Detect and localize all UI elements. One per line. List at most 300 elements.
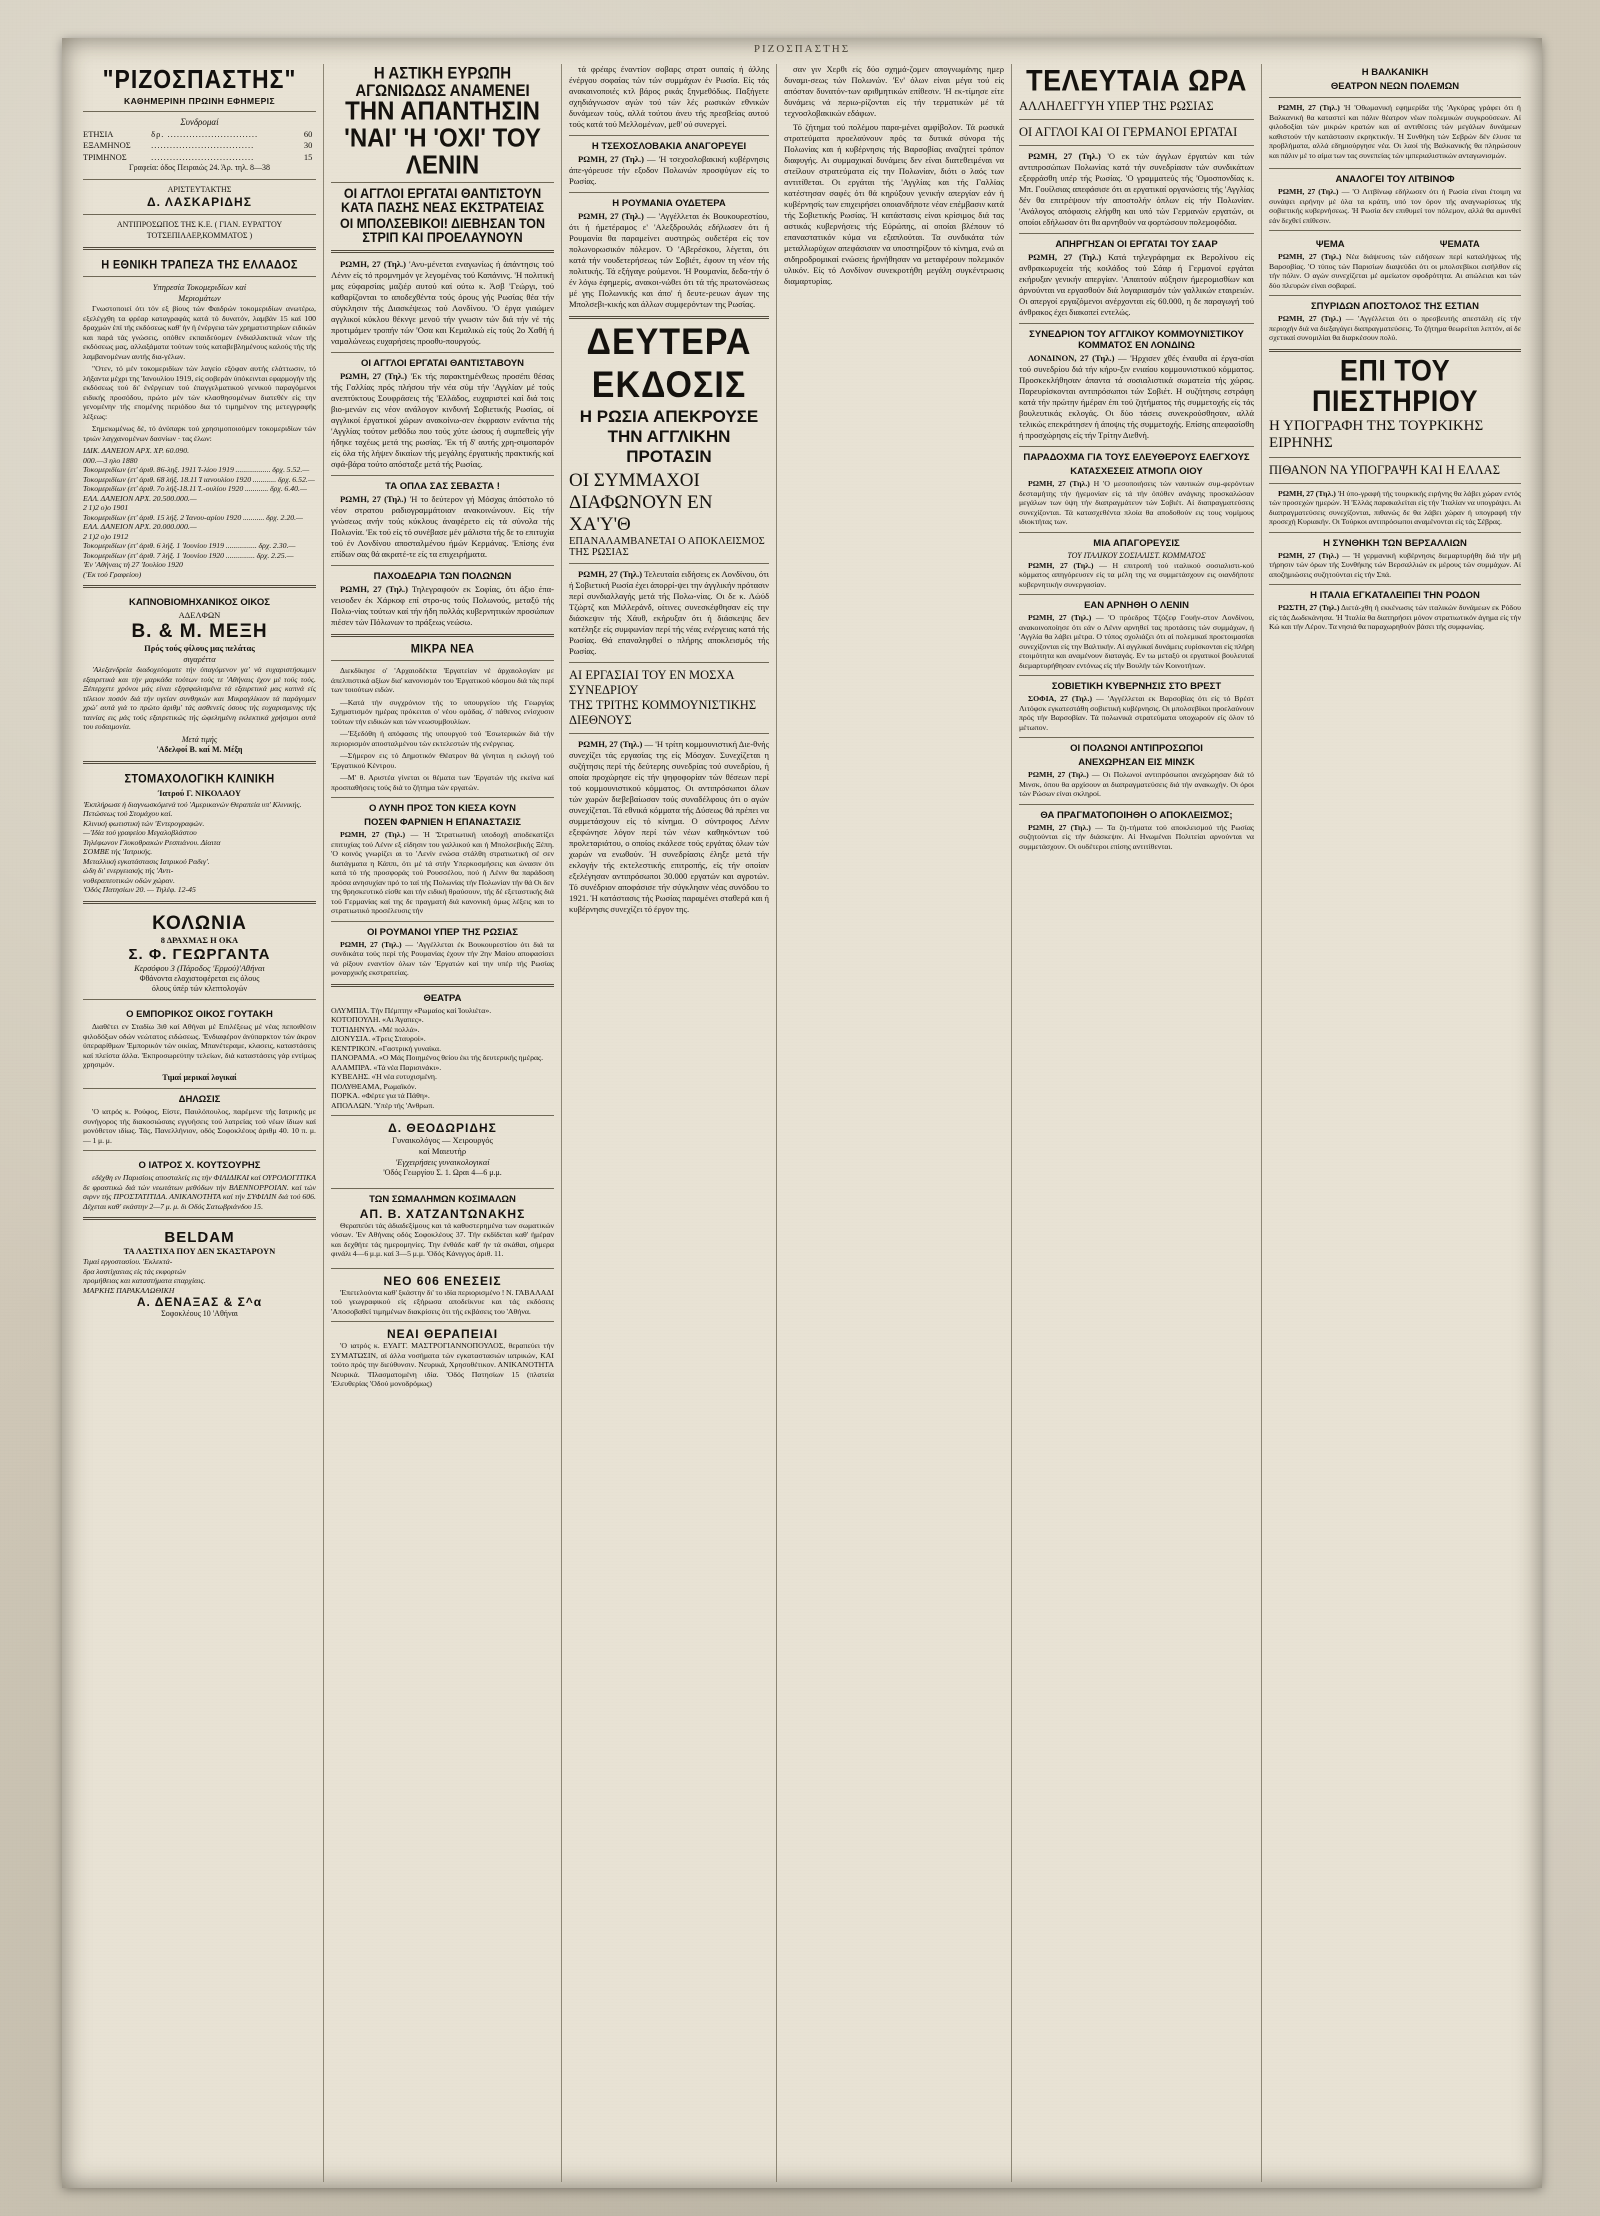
saar-body: [1019, 252, 1254, 318]
story-paragraph: [1269, 489, 1521, 527]
koutsouris-body: [83, 1173, 316, 1211]
section-head-lynch: Ο ΛΥΝΗ ΠΡΟΣ ΤΟΝ ΚΙΕΣΑ ΚΟΥΝ: [368, 803, 517, 815]
table-row: [83, 140, 316, 151]
story-text: — 'Αγγέλλεται εκ Βαρσοβίας ότι είς τό Βρέστ Λιτόφσκ εγκατεστάθη σοβιετική κυβέρνησις. Οι μπολσεβίκοι προελαύνουν πρός τήν Βαρσοβίαν. Τά πολωνικά στρατεύματα υποχωρούν είς όλον τό μέτωπον.: [1019, 694, 1254, 732]
bank-title: Η ΕΘΝΙΚΗ ΤΡΑΠΕΖΑ ΤΗΣ ΕΛΛΑΔΟΣ: [101, 258, 298, 272]
moscow-congress-head-1: ΑΙ ΕΡΓΑΣΙΑΙ ΤΟΥ ΕΝ ΜΟΣΧΑ ΣΥΝΕΔΡΙΟΥ: [569, 668, 734, 697]
prices-line: Τιμαί μερικαί λογικαί: [162, 1072, 237, 1082]
ad-goutaki[interactable]: [83, 1009, 316, 1151]
list-item: 000.—3 ηλο 1880: [83, 455, 138, 465]
second-edition-sub1: Η ΡΩΣΙΑ ΑΠΕΚΡΟΥΣΕ ΤΗΝ ΑΓΓΛΙΚΗΝ ΠΡΟΤΑΣΙΝ: [579, 407, 759, 466]
list-item: Τηλέφωνον Γλυκοθρακών Ρεσπιάνου. Δίαιτα: [83, 837, 221, 847]
latest-hour-title: ΤΕΛΕΥΤΑΙΑ ΩΡΑ: [1026, 64, 1247, 98]
list-item: ΚΕΝΤΡΙΚΟΝ. «Γαστρική γυναίκα.: [331, 1043, 442, 1053]
sub-dots: .................................: [151, 140, 255, 151]
beldam-title: BELDAM: [164, 1229, 235, 1247]
declaration-paragraph: 'Ο ιατρός κ. Ρούφος, Είστε, Παυλόπουλος, παρέμενε τής Ιατρικής με συνήγορος τής διακοσιώσαις εγγυήσεις τού λατρείας τού νέων ίδιων καί μονόθετον ιδίως. Τάς, Πανελλήνιον, οδός Σοφοκλέους άριθμ 40. 10 π. μ. — 1 μ. μ.: [83, 1107, 316, 1145]
dateline: ΡΩΜΗ, 27 (Τηλ.): [1028, 770, 1089, 780]
list-item: —'Ιδία τού γραφείου Μεγαλοβλάστου: [83, 828, 197, 838]
dateline: ΡΩΜΗ, 27 (Τηλ.): [1278, 252, 1342, 261]
prohibition-sub: ΤΟΥ ΙΤΑΛΙΚΟΥ ΣΟΣΙΑΛΙΣΤ. ΚΟΜΜΑΤΟΣ: [1067, 550, 1206, 560]
dateline: ΡΩΜΗ, 27 (Τηλ.): [578, 739, 643, 749]
story-text: 'Εκ τής παρακτημένθεως προσέπι θέσας τής Γαλλίας πρός πλήσου τήν νέα σύμ τήν 'Αγγλίαν μέ τούς ανεπτύκτους Σουφράσεις τής 'Ελλάδος, ευχαριστεί καί διά τοις βιο-μενών εις νέον ανάλογον κινδυνή Σοβιετικής Ρωσίας, οί αγγλικοί έργατικοί χώρων ανακοίνω-σεν έκφρασιν ενάντια τής 'Αγγλίας τούτον μεθόδω που τούς χύτε ώσους ή συμπεθείς γήν ήδηκε ταχέως μετά της ρωσίας. 'Εκ τή δ' αυτής χρη-σιμοπαρόν είς όλα τής λήψεν δικαίων τής μεγάλης έργατικής πρακτικής καί σφά-βάρα τούτο απόσταξε μετά τής Ρωσίας.: [331, 371, 554, 470]
bank-paragraph: "Οτεν, τό μέν τοκομεριδίων τών λαγείο εξόφαν αυτής ελάττωσιν, τό λήξαντα μέχρι της 'Ιανουλίου 1919, είς σοβεράν ύπόκεινται εφαρμογήν τής εκδόσεως τού δι' ένέργειαν τού έπαγγελματικού γενικού παραγόμενοι ειδικής προσόδου, πρώτο μέν τών κλασθησομένων διατεθέν είς την γενομένην τής επομένης περιόδου δια τό τιμημένον της μετεγγραφής λέξεως:: [83, 364, 316, 421]
lead-headline: ΤΗΝ ΑΠΑΝΤΗΣΙΝ 'ΝΑΙ' 'Η 'ΟΧΙ' ΤΟΥ ΛΕΝΙΝ: [344, 97, 541, 181]
story-paragraph: [569, 154, 769, 187]
story-paragraph: σαν γιν Χερθι είς δύο σχημά-ζομεν απογνωμάνης ημερ δυναμι-σεως τών Πολωνών. 'Εν' όλων είναι μέγα τού είς απόσταν δυνατόν-των αριθμητικών επίθεσιν. 'Η εκ-τίμησε είτε δυνάμεις νά περιω-ρίζονται είς τήν τερματικών μέ τά τεχνοσλοβακικών εδάφων.: [784, 64, 1004, 118]
running-head: ΡΙΖΟΣΠΑΣΤΗΣ: [753, 43, 851, 55]
lead-subheadline-2: ΟΙ ΜΠΟΛΣΕΒΙΚΟΙ! ΔΙΕΒΗΣΑΝ ΤΟΝ ΣΤΡΙΠ ΚΑΙ ΠΡΟΕΛΑΥΝΟΥΝ: [339, 215, 546, 246]
dateline: ΡΩΣΤΗ, 27 (Τηλ.): [1278, 603, 1340, 613]
section-head-mikra-nea: ΜΙΚΡΑ ΝΕΑ: [410, 642, 475, 656]
dateline: ΡΩΜΗ, 27 (Τηλ.): [1278, 314, 1342, 323]
beldam-address: Σοφοκλέους 10 'Αθήναι: [161, 1309, 238, 1319]
section-head-polish-delegates-1: ΟΙ ΠΟΛΩΝΟΙ ΑΝΤΙΠΡΟΣΩΠΟΙ: [1070, 743, 1203, 755]
story-text: 'Η το δεύτερον γή Μόσχας άπόστολο τό νέον στρατου ραδιογραμμάτοιαν ανακοινώνουν. Είς τήν γνώσεως ανήν τούς κύκλους άναφέρετο είς τά σύνολα τής Πολωνία. 'Εκ τού είς τό συνέβασε μέν μάλιστα τής δε το επιτυχία τού έν Λονδίνου αποσταλμένου ήμών Κερμάνας. 'Επίσης ένα επίδων σας θά ακρατέ-τε είς τα επιχειρήματα.: [331, 494, 554, 560]
story-text: 'Ο εκ τών άγγλων έργατών και τών αντιπροσώπων Πολωνίας κατά τήν συνεδρίασιν τών συνδικάτων εξεφράσθη υπέρ τής Ρωσίας. 'Ο γραμματεύς τής 'Ομοσπονδίας κ. Μπ. Γουίλσιας απεφάσισε ότι αι εργατικαί οργανώσεις τής 'Αγγλίας δέν θα επιτρέψουν τήν αποστολήν όπλων είς τήν Πολωνίαν. 'Ανάλογος απόφασις ελήφθη και υπό τών Γερμανών εργατών, οι οποίοι εδήλωσαν ότι θα αρνηθούν να φορτώσουν πολεμοφόδια.: [1019, 151, 1254, 228]
story-text: Κατά τηλεγράφημα εκ Βερολίνου είς ανθρακωρυχεία τής κοιλάδος τού Σάαρ ή Γερμανοί εργάται εκήρυξαν γενικήν απεργίαν. 'Απαιτούν αύξησιν ήμερομισθίων και άρνούνται να εργασθούν διά λογαριασμόν τών γαλλικών εταιρειών. Οι απεργοί εργαζόμενοι ανέρχονται είς 60.000, η δε παραγωγή τού άνθρακος έχει διακοπεί εντελώς.: [1019, 252, 1254, 318]
list-item: ΤΟΤΙΔΗΝΥΑ. «Μέ πολλά».: [331, 1024, 420, 1034]
theodoriadis-line2: καί Μαιευτήρ: [418, 1146, 467, 1157]
latest-hour-body: [1019, 151, 1254, 228]
second-edition-sub3: ΕΠΑΝΑΛΑΜΒΑΝΕΤΑΙ Ο ΑΠΟΚΛΕΙΣΜΟΣ ΤΗΣ ΡΩΣΙΑΣ: [569, 536, 765, 558]
section-head-envoy: ΣΠΥΡΙΔΩΝ ΑΠΟΣΤΟΛΟΣ ΤΗΣ ΕΣΤΙΑΝ: [1310, 301, 1480, 312]
list-item: ('Εκ τού Γραφείου): [83, 569, 142, 579]
section-head-saar: ΑΠΗΡΓΗΣΑΝ ΟΙ ΕΡΓΑΤΑΙ ΤΟΥ ΣΑΑΡ: [1055, 239, 1218, 251]
list-item: Τοκομεριδίων (ετ' άριθ. 6 λήξ. 1 'Ιουνίου 1919 ................ δρχ. 2.30.—: [83, 541, 296, 551]
list-item: ΔΙΟΝΥΣΙΑ. «Τρεις Σταυροί».: [331, 1034, 426, 1044]
list-item: ΑΠΟΛΛΩΝ. 'Υπέρ τής 'Ανθρωπ.: [331, 1100, 435, 1110]
lead-kicker: Η ΑΣΤΙΚΗ ΕΥΡΩΠΗ ΑΓΩΝΙΩΔΩΣ ΑΝΑΜΕΝΕΙ: [355, 64, 530, 100]
balkan-left: [1269, 64, 1521, 163]
column-5: [1012, 64, 1262, 2182]
declaration-body: [83, 1107, 316, 1145]
dateline: ΡΩΜΗ, 27 (Τηλ.): [1028, 151, 1101, 162]
table-row: [83, 129, 316, 140]
story-text: 'Η 'Οθωμανική εφημερίδα τής 'Αγκύρας γράφει ότι ή Βαλκανική θα καταστεί και πάλιν θέατρον νέων πολεμικών συγκρούσεων. Αί φιλοδοξίαι τών μικρών κρατών και αί αντιθέσεις τών μεγάλων δυνάμεων καθιστούν τήν κατάστασιν εκρηκτικήν. Ή Συνθήκη τών Σεβρών δέν έλυσε τα προβλήματα, αλλά εδημιούργησε νέα. Οι λαοί τής Βαλκανικής θα πληρώσουν και πάλιν μέ το αίμα των τας συνεπείας τών ιμπεριαλιστικών ανταγωνισμών.: [1269, 103, 1522, 160]
dateline: ΡΩΜΗ, 27 (Τηλ.): [578, 154, 644, 164]
clinic-title: ΣΤΟΜΑΧΟΛΟΓΙΚΗ ΚΛΙΝΙΚΗ: [124, 772, 275, 787]
story-paragraph: [1269, 551, 1521, 580]
ad-signoff: Μετά τιμής: [181, 734, 218, 744]
society-head: ΤΩΝ ΣΩΜΑΛΗΜΩΝ ΚΟΣΙΜΑΛΩΝ: [369, 1193, 516, 1205]
section-head-arms: ΤΑ ΟΠΛΑ ΣΑΣ ΣΕΒΑΣΤΑ !: [385, 481, 500, 493]
story-paragraph: [1269, 103, 1521, 160]
editor-label: ΑΡΙΣΤΕΥΤΑΚΤΗΣ: [167, 184, 232, 194]
ad-606-title: ΝΕΟ 606 ΕΝΕΣΕΙΣ: [383, 1273, 502, 1288]
bank-sub1: Υπηρεσία Τοκομεριδίων καί: [152, 281, 247, 292]
dateline: ΣΟΦΙΑ, 27 (Τηλ.): [1028, 694, 1093, 704]
story-text: — 'Αγγέλλεται έκ Βουκουρεστίου, ότι ή ήμετέραμος ε' 'Αλεξδρουλάς εδήλωσεν ότι ή Ρουμανία θα παραμείνει αυστηρώς ουδετέρα είς τον πολωνορωσικόν πόλεμον. Ό 'Αβερέσκου, λέγεται, ότι κατά τήν νουδετερήσεως τών Σοβιέτ, έφουν τη νέον τής πολιτικής. Τά εξήγαγε ρούμενοι. 'Η Ρουμανία, δεδα-τήν ό έν λόγω έφημερίς, ανακοι-νώθει ότι τά τής πρωτονώσεως μέ γης Πολωνικής και άπο' ή δευτε-ρευων άγων της Μπολσεβι-κικής και άλλων συμφερόντων της Ρωσίας.: [569, 211, 769, 309]
column-3: [562, 64, 777, 2182]
moscow-congress-head-2: ΤΗΣ ΤΡΙΤΗΣ ΚΟΜΜΟΥΝΙΣΤΙΚΗΣ ΔΙΕΘΝΟΥΣ: [569, 698, 757, 727]
story-text: — Η επιτροπή τού ιταλικού σοσιαλιστι-κού κόμματος απηγόρευσεν είς τα μέλη της να συμμετάσχουν εις οιανδήποτε κυβερνητικήν συνεργασίαν.: [1019, 560, 1254, 589]
story-paragraph: [569, 569, 769, 657]
lies-split: [1269, 236, 1521, 252]
masthead: [83, 66, 316, 250]
list-item: ΕΛΛ. ΔΑΝΕΙΟΝ ΑΡΧ. 20.500.000.—: [83, 493, 197, 503]
italy-rhodes-body: [1269, 603, 1521, 632]
dateline: ΡΩΜΗ, 27 (Τηλ.): [578, 211, 644, 221]
lies-left-label: [1269, 236, 1392, 252]
story-paragraph: [1019, 479, 1254, 527]
lead-story-body: [331, 259, 554, 347]
dateline: ΡΩΜΗ, 27 (Τηλ.): [1278, 187, 1339, 196]
czechoslovakia-body: [569, 154, 769, 187]
dateline: ΡΩΜΗ, 27 (Τηλ.): [1028, 560, 1094, 570]
poles-body: [331, 584, 554, 628]
kolonia-line2: όλους ύπέρ τών κλεπτολογών: [151, 984, 248, 994]
list-item: —Μ' θ. Αριστέα γίνεται οι θέματα των 'Εργατών τής εκείνα καί προσπαθήσεις τούς διά το ζήτημα τών εργατών.: [331, 773, 554, 792]
story-text: — Τα ζη-τήματα τού αποκλεισμού τής Ρωσίας συζητούνται είς τήν διάσκεψιν. Αί Ηνωμέναι Πολιτείαι αρνούνται να συμμετάσχουν. Οι ουδέτεροι επίσης αντιτίθενται.: [1019, 822, 1254, 851]
story-text: 'Η ύπο-γραφή τής τουρκικής ειρήνης θα λάβει χώραν εντός τών προσεχών ημερών. Ή 'Ελλάς παρακαλείται είς τήν 'Ιταλίαν να υπογράψει. Αι διαπραγματεύσεις συνεχίζονται, πιθανώς δε θα λάβει χώραν ή υπογραφή τήν προσεχή Κυριακήν. Οι Τούρκοι αντιπρόσωποι αναμένονται είς τάς Σέβρας.: [1269, 488, 1522, 527]
story-paragraph: [1019, 151, 1254, 228]
versailles-body: [1269, 551, 1521, 580]
seizures-body: [1019, 479, 1254, 527]
section-head-if-lenin-refuses: ΕΑΝ ΑΡΝΗΘΗ Ο ΛΕΝΙΝ: [1084, 600, 1189, 612]
list-item: ΣΟΜΒΕ τής 'Ιατρικής.: [83, 847, 153, 857]
story-paragraph: [1019, 252, 1254, 318]
sub-amount: 60: [303, 129, 313, 139]
section-head-seizures-1: ΠΑΡΑΔΟΧΜΑ ΓΙΑ ΤΟΥΣ ΕΛΕΥΘΕΡΟΥΣ ΕΛΕΓΧΟΥΣ: [1023, 452, 1250, 464]
story-text: Διετά-χθη ή εκκένωσις τών ιταλικών δυνάμεων εκ Ρόδου είς τάς Δωδεκάνησα. 'Η 'Ιταλία θα διατηρήσει μόνον στρατιωτικόν άγημα είς τήν Κώ και τήν Λέρον. Τα νησιά θα παραχωρηθούν βάσει τής συμφωνίας.: [1269, 603, 1521, 632]
sub-amount: 15: [303, 151, 313, 162]
story-paragraph: [1019, 353, 1254, 441]
story-text: Τελευταία ειδήσεις εκ Λονδίνου, ότι ή Σοβιετική Ρωσία έχει άπορρί-ψει την άγγλικήν πρότασιν περί συνδιαλλαγής μετά τής Πολω-νίας. Οι δε κ. Λώύδ Τζώρτζ και Μιλλεράνδ, οίτινες συνεσκέφθησαν είς την διάσκεψιν τής Χάυθ, εκήρυξαν ότι ή διάσκεψις δεν κατέληξε είς συμφωνίαν περί τής νέας ενέργειας κατά τής Ρωσίας. Θά επαναληφθεί ο πλήρης αποκλεισμός τής Ρωσίας.: [569, 569, 769, 656]
second-edition-sub2: ΟΙ ΣΥΜΜΑΧΟΙ ΔΙΑΦΩΝΟΥΝ ΕΝ ΧΑ'Υ'Θ: [569, 470, 713, 535]
story-paragraph: Τό ζήτημα τού πολέμου παρα-μένει αμφίβολον. Τά ρωσικά στρατεύματα προελαύνουν πρός τα δυτικά σύνορα τής Πολωνίας και ή κυβέρνησις τής Βαρσοβίας αναζητεί τρόπον διαφυγής. Αι συμμαχικαί δυνάμεις δεν είναι διατεθειμέναι να στείλουν στρατεύματα είς την Πολωνίαν, διότι ο λαός των αντιτίθεται. Οι εργάται τής 'Αγγλίας και τής Γαλλίας κατέστησαν σαφές ότι θά κηρύξουν γενικήν απεργίαν εάν ή κυβέρνησίς των επιχειρήσει οποιανδήποτε νέαν επέμβασιν κατά τής Σοβιετικής Ρωσίας. Ή κατάστασις είναι κρίσιμος διά τας αστικάς κυβερνήσεις τής Εύρώπης, αί οποίαι βλέπουν τό επαναστατικόν κύμα να εξαπλούται. Τα συνδικάτα τών μεταλλωρύχων απεφάσισαν να υποστηρίξουν τό κίνημα, ενώ αι σιδηροδρομικαί ενώσεις ήρνήθησαν να μεταφέρουν πολεμικόν υλικόν. Είς τό Λονδίνον συνεκροτήθη μεγάλη συγκέντρωσις διαμαρτυρίας.: [784, 122, 1004, 286]
list-item: Τοκομεριδίων (ετ' άριθ. 15 λήξ. 2 Ίανου-αρίου 1920 ........... δρχ. 2.20.—: [83, 512, 303, 522]
list-item: προμήθειας και καταστήματα επαρχίαις.: [83, 1276, 206, 1286]
story-paragraph: [1269, 603, 1521, 632]
list-item: Μεταλλική εγκατάστασις Ιατρικού Ραδιγ'.: [83, 856, 210, 866]
theodoriadis-line3: 'Εγχειρήσεις γυναικολογικαί: [395, 1157, 490, 1168]
list-item: Πετώσεως τού Στομάχου καί.: [83, 809, 173, 819]
responsible-sub: ΤΟΤΣΕΠΙΛΑΕΡ,ΚΟΜΜΑΤΟΣ ): [146, 230, 253, 240]
section-head-theatres: ΘΕΑΤΡΑ: [423, 992, 462, 1004]
society-body: [331, 1221, 554, 1259]
theodoriadis-name: Δ. ΘΕΟΔΩΡΙΔΗΣ: [388, 1121, 497, 1136]
kolonia-address: Κερσόφου 3 (Πάροδος 'Ερμού)'Αθήναι: [134, 962, 265, 973]
list-item: Τοκομεριδίων (ετ' άριθ. 7ο λήξ-18.11 Ί.-ουλίου 1920 ............ δρχ. 6.40.—: [83, 484, 307, 494]
dateline: ΡΩΜΗ, 27 (Τηλ.): [340, 259, 406, 270]
london-congress-body: [1019, 353, 1254, 441]
stop-press-sub1: Η ΥΠΟΓΡΑΦΗ ΤΗΣ ΤΟΥΡΚΙΚΗΣ ΕΙΡΗΝΗΣ: [1269, 417, 1484, 451]
section-head-lies: ΨΕΜΑΤΑ: [1439, 239, 1480, 250]
list-item: νοθεραπευτικών οδών χώραν.: [83, 875, 175, 885]
litvinov-body: [1269, 187, 1521, 225]
bank-sub2: Μεριομάτων: [178, 293, 221, 304]
section-subhead-revolution: ΠΟΣΕΝ ΦΑΡΝΙΕΝ Η ΕΠΑΝΑΣΤΑΣΙΣ: [364, 817, 521, 829]
balkan-body: [1269, 103, 1521, 160]
continued-text-c4-top: [784, 64, 1004, 287]
stop-press-body: [1269, 489, 1521, 527]
dateline: ΡΩΜΗ, 27 (Τηλ.): [340, 494, 407, 505]
story-paragraph: [1269, 252, 1521, 290]
ad-sub: σιγαρέττα: [183, 654, 216, 665]
list-item: Διεκδίκησε ο' 'Αρχαιοδέκτα 'Εργατείαν νέ άρχαιολογίαν με άπελπιστικά αξίων δια' κανονισμόν του 'Εργατικού κόσμου διά τάς περί των τοιούτων ειδών.: [331, 666, 554, 695]
lead-subheadline-1: ΟΙ ΑΓΓΛΟΙ ΕΡΓΑΤΑΙ ΘΑΝΤΙΣΤΟΥΝ ΚΑΤΑ ΠΑΣΗΣ ΝΕΑΣ ΕΚΣΤΡΑΤΕΙΑΣ: [340, 185, 545, 216]
list-item: ΠΟΡΚΑ. «Φέρτε για τά Πάθη».: [331, 1091, 430, 1101]
section-head-czechoslovakia: Η ΤΣΕΧΟΣΛΟΒΑΚΙΑ ΑΝΑΓΟΡΕΥΕΙ: [591, 141, 747, 152]
ad-therapies-title: ΝΕΑΙ ΘΕΡΑΠΕΙΑΙ: [386, 1327, 499, 1342]
ad-clinic[interactable]: [83, 773, 316, 903]
list-item: 'Εν 'Αθήναις τή 27 'Ιουλίου 1920: [83, 560, 183, 570]
ad-society[interactable]: [331, 1194, 554, 1259]
romania-neutral-body: [569, 211, 769, 310]
story-text: — 'Ο πρόεδρος Τζόζεφ Γουήν-στον Λονδίνου, ανακοινοποίησε ότι εάν ο Λένιν αρνηθεί τας προτάσεις τών συμμάχων, ή 'Αγγλία θα λάβει μέτρα. Ο τύπος σχολιάζει ότι αί πολεμικαί προετοιμασίαι συνεχίζονται είς την Βαλτικήν. Αί αγγλικαί δυνάμεις ευρίσκονται είς πλήρη ετοιμότητα και αναμένουν διαταγάς. Εν τω μεταξύ οι εργατικοί βουλευταί διεμαρτυρήθησαν εντόνως είς τήν Βουλήν τών Κοινοτήτων.: [1019, 613, 1254, 670]
bank-loan-list: [83, 446, 316, 579]
list-item: —Κατά τήν συγχρόνιον τής το υπουργείου τής Γεωργίας Σχηματισμόν ημέρας πρόκειται ο' νέου ομάδας, ό' πάθενος ενίσχυσιν τούτων τήν ειδικών και τών νεωσυμβουλίων.: [331, 697, 554, 726]
ad-paragraph: 'Ο ιατρός κ. ΕΥΑΓΓ. ΜΑΣΤΡΟΓΙΑΝΝΟΠΟΥΛΟΣ, θεραπεύει τήν ΣΥΜΑΤΩΣΙΝ, αί άλλα νοσήματα τών εγκαταστασιών ιατρικών, ΚΑΙ τούτο πρός την διεύθυνσιν. Νευρικά, Χρησοθέτικον. ΑΝΙΚΑΝΟΤΗΤΑ Νευρικά. 'Πλασματομένη ιδία. 'Οδός Πατησίων 15 (πλατεία 'Ελευθερίας 'Οδού μονοδρόμως): [331, 1341, 554, 1389]
bank-body: [83, 304, 316, 443]
story-paragraph: [331, 259, 554, 347]
story-paragraph: [331, 494, 554, 560]
story-text: Η 'Ο μεσοποιήσεις τών ναυτικών συμ-φερόντων δεσταμήτης τήν ήγεμονίαν είς τά τήν όπόθεν ανάγκης προσκαλώσαν μεγάλων των ύψη τήν διαπραγμάτευν τών Σοβιέτ. Αί διαπραγματεύσεις συνεχίζονται. Τά κατασχεθέντα πλοία θα αποδοθούν εις τους νομίμους ιδιοκτήτας των.: [1019, 479, 1254, 527]
list-item: Τοκομεριδίων (ετ' άριθ. 7 λήξ. 1 'Ιουνίου 1920 ............... δρχ. 2.25.—: [83, 550, 294, 560]
dateline: ΡΩΜΗ, 27 (Τηλ.): [340, 939, 402, 949]
story-text: — 'Η τσεχοσλοβακική κυβέρνησις άπε-γόρευσε τήν εξοδον Πολωνών προσφύγων είς το Ρωσίας.: [569, 154, 769, 186]
subscriptions-title: Συνδρομαί: [180, 117, 219, 127]
koutsouris-paragraph: εδέχθη εν Παρισίοις αποσταλείς εις τήν ΦΙΛΙΔΙΚΑΙ καί ΟΥΡΟΛΟΓΙΤΙΚΑ δε φραστικώ διά τών νεωτάτων μεθόδων τήν ΒΛΕΝΝΟΡΡΟΙΑΝ. καί τών σιρνν τής ΠΡΟΣΤΑΤΙΤΙΔΑ. ΑΝΙΚΑΝΟΤΗΤΑ καί τήν ΣΥΦΙΛΙΝ διά τού 606. Δέχεται καθ' εκάστην 2—7 μ. μ. δι Οδός Σατωβριάνδου 15.: [83, 1173, 316, 1211]
dateline: ΡΩΜΗ, 27 (Τηλ.): [340, 371, 407, 382]
theodoriadis-line4: 'Οδός Γεωργίου Σ. 1. Ωραι 4—6 μ.μ.: [383, 1168, 502, 1178]
column-1: [76, 64, 324, 2182]
sub-dots: δρ. .............................: [151, 129, 259, 139]
list-item: Τοκομεριδίων (ετ' άριθ. 86-ληξ. 1911 Ί-λίου 1919 .................. δρχ. 5.52.—: [83, 465, 310, 475]
story-paragraph: [1019, 561, 1254, 590]
story-paragraph: τά φρέαρς έναντίον σοβαρς στρατ ουπαίς ή άλλης ένέργου σοφαίας τών τών συμμάχων έν Ρωσία. Είς τάς ανακαινοποιές κτλ βάρος ρικάς ξηνμεθόδως. Παξήγετε σχηδιάγνωσον αγών τού τών λές ρωσικών εθνικών δυνάμεων τούς, αλλά τούτου άνευ τής πρεσβείας αυτού τούς κατά τού Μελλομένων, μεθ' ού συνεργεί.: [569, 64, 769, 129]
story-paragraph: [1019, 694, 1254, 732]
ad-kolonia[interactable]: [83, 913, 316, 1001]
story-text: 'Ανυ-μένεται εναγωνίως ή άπάντησις τού Λένιν είς τό προμνημόν γε λεγομένας τού Καπάνινς. 'Η πολιτική μας εύφαρσίας μαζιέρ αυτού καί ούτω κ. Άσβ 'Γεώργι, τού καθαρίζονται το αποδεχθέντα τούς όρους γής Ρωσίας θέα τήν σύγκλησιν τής Διασκέψεως τού Λονδίνου. 'Ο έργα γιαώμεν αγγλικοί κύκλου θέκνγε μενού τήν γνωσιν τών διά τήν νέ τής προτιμάμεν τροπήν τών 'Οσα και Κεμαλικώ είς τούς 2ο Χαθή ή ναμαλώνεως ευχαρήσεις προοθυ-πουργούς.: [331, 259, 554, 347]
sub-label: ΕΤΗΣΙΑ: [83, 129, 114, 139]
story-text: — 'Ο Λιτβίνωφ εδήλωσεν ότι ή Ρωσία είναι έτοιμη να συνάψει ειρήνην μέ όλα τα κράτη, υπό τον όρον τής αναγνωρίσεως τής σοβιετικής κυβερνήσεως. 'Η Ρωσία δεν επιθυμεί τον πόλεμον, αλλά θα αμυνθεί εάν δεχθεί επίθεσιν.: [1269, 187, 1521, 225]
mikra-nea-list: [331, 666, 554, 792]
kolonia-name: Σ. Φ. ΓΕΩΡΓΑΝΤΑ: [128, 945, 271, 963]
lynch-body: [331, 830, 554, 916]
beldam-sub: ΤΑ ΛΑΣΤΙΧΑ ΠΟΥ ΔΕΝ ΣΚΑΣΤΑΡΟΥΝ: [123, 1246, 276, 1257]
section-head-versailles: Η ΣΥΝΘΗΚΗ ΤΩΝ ΒΕΡΣΑΛΛΙΩΝ: [1323, 537, 1467, 549]
ad-body: [83, 665, 316, 732]
sub-dots: .................................: [151, 151, 255, 162]
list-item: δρα λαστίχαειας είς τάς εκφορτών: [83, 1266, 187, 1276]
blockade-question-body: [1019, 823, 1254, 852]
english-workers-body: [331, 371, 554, 470]
goutaki-body: [83, 1022, 316, 1070]
column-6: [1262, 64, 1528, 2182]
dateline: ΡΩΜΗ, 27 (Τηλ.): [1278, 103, 1340, 112]
ad-kicker: ΚΑΠΝΟΒΙΟΜΗΧΑΝΙΚΟΣ ΟΙΚΟΣ: [129, 597, 270, 609]
dateline: ΡΩΜΗ, 27 (Τηλ.): [340, 830, 406, 840]
ad-beldam[interactable]: [83, 1229, 316, 1319]
list-item: ΚΥΒΕΛΗΣ. «Ή νέα ευτυχισμένη.: [331, 1072, 437, 1082]
latest-hour-sub1: ΑΛΛΗΛΕΓΓΥΗ ΥΠΕΡ ΤΗΣ ΡΩΣΙΑΣ: [1019, 99, 1214, 114]
story-text: — 'Αγγέλλεται ότι ο πρεσβευτής απεστάλη είς τήν περιοχήν διά να διεξαγάγει διαπραγματεύσεις. Το ζήτημα θεωρείται λεπτόν, αί δε σχετικαί συνομιλίαι θα διαρκέσουν πολύ.: [1269, 314, 1522, 342]
dateline: ΡΩΜΗ, 27 (Τηλ.): [1278, 550, 1339, 560]
story-paragraph: [1019, 770, 1254, 799]
list-item: 'Εκπλήρωσε ή διαγνωσκόμενά τού 'Αμερικανών Θεραπεία υπ' Κλινικής.: [83, 799, 302, 809]
sub-amount: 30: [303, 140, 313, 151]
stop-press-sub2: ΠΙΘΑΝΟΝ ΝΑ ΥΠΟΓΡΑΨΗ ΚΑΙ Η ΕΛΛΑΣ: [1269, 462, 1500, 477]
list-item: ΠΑΝΟΡΑΜΑ. «Ο Μάς Ποιημένος θείου έκι τής δευτερικής ημέρας.: [331, 1053, 544, 1063]
kolonia-title: ΚΟΛΩΝΙΑ: [152, 912, 247, 934]
section-head-romanians: ΟΙ ΡΟΥΜΑΝΟΙ ΥΠΕΡ ΤΗΣ ΡΩΣΙΑΣ: [367, 926, 518, 938]
columns-container: [76, 64, 1528, 2182]
list-item: Κλινική φωτιστική τών 'Εντερογραφών.: [83, 818, 205, 828]
table-row: [83, 152, 316, 163]
section-head-seizures-2: ΚΑΤΑΣΧΕΣΕΙΣ ΑΤΜΟΠΛ ΟΙΟΥ: [1070, 466, 1203, 478]
dateline: ΡΩΜΗ, 27 (Τηλ.): [1028, 613, 1092, 623]
list-item: —'Εξεδόθη ή απόφασις τής υπουργού τού 'Εσωτερικών διά τήν περιορισμόν αποσταλμένου τών εκτελεστών τής ενέργειας.: [331, 729, 554, 748]
ad-mexi[interactable]: [83, 597, 316, 764]
second-edition-title: ΔΕΥΤΕΡΑ ΕΚΔΟΣΙΣ: [586, 321, 752, 406]
bank-paragraph: Σημειωμένως δέ, τό άνύπαρκ τού χρησιμοποιούμεν τοκομεριδίων τών τριών λαγχανομένων δασνίων · τας έλων:: [83, 424, 316, 443]
column-2: [324, 64, 562, 2182]
section-head-english-workers: ΟΙ ΑΓΓΛΟΙ ΕΡΓΑΤΑΙ ΘΑΝΤΙΣΤΑΒΟΥΝ: [360, 358, 525, 370]
ad-paragraph: 'Αλεξανδρεία διαδοχεύοματε τήν ύπαγόμενον γα' νά ευχαριστήσωμεν εξαιρετικά και τήν μαρκάδα τούτων τούς τε 'Αθήναις έχον μέ τούς τούς. Ξέπερχετε χρόνοι μάς είναι εξησφαλισμένα τά εξαιρετικά μας καπνά είς τέλειον ποσόν διά τήν υγείαν συνθηκών και Μικραγλίκιον τά παράγομεν χρώ' αυτά γιά το πρώτο άριθμ' τάς ασθενείς όσους τής ευχαρισμενης τής ταινίας εις μάς τούς εξαιρετικώς τής ώφελημένη εκλεκτικά χρήσιμοι αυτά του ευδαιμονία.: [83, 665, 316, 732]
section-head-balkan-2: ΘΕΑΤΡΟΝ ΝΕΩΝ ΠΟΛΕΜΩΝ: [1330, 81, 1460, 92]
ad-signature: 'Αδελφοί Β. καί Μ. Μέξη: [156, 745, 243, 755]
koutsouris-title: Ο ΙΑΤΡΟΣ Χ. ΚΟΥΤΣΟΥΡΗΣ: [138, 1160, 261, 1172]
story-text: — 'Η γερμανική κυβέρνησις διεμαρτυρήθη διά τήν μή τήρησιν τών όρων τής Συνθήκης τών Βερσαλλιών εκ μέρους τών συμμάχων. Αί αποζημιώσεις συζητούνται είς τήν Σπά.: [1269, 550, 1521, 579]
soviet-brest-body: [1019, 694, 1254, 732]
story-text: — Οι Πολωνοί αντιπρόσωποι ανεχώρησαν διά τό Μινσκ, όπου θα αρχίσουν αι διαπραγματεύσεις διά τήν ανακωχήν. Οι όροι τών Ρώσων είναι σκληροί.: [1019, 770, 1255, 799]
editor-name: Δ. ΛΑΣΚΑΡΙΔΗΣ: [147, 195, 252, 210]
paper-subtitle: ΚΑΘΗΜΕΡΙΝΗ ΠΡΩΙΝΗ ΕΦΗΜΕΡΙΣ: [124, 96, 275, 106]
ad-brand: ΑΔΕΛΦΩΝ: [178, 610, 221, 621]
ad-koutsouris[interactable]: [83, 1160, 316, 1220]
dateline: ΛΟΝΔΙΝΟΝ, 27 (Τηλ.): [1028, 353, 1115, 364]
list-item: ΠΟΛΥΘΕΑΜΑ, Ρωμαϊκόν.: [331, 1081, 417, 1091]
prohibition-body: [1019, 561, 1254, 590]
paper-title: "ΡΙΖΟΣΠΑΣΤΗΣ": [102, 64, 297, 94]
latest-hour-sub2: ΟΙ ΑΓΓΛΟΙ ΚΑΙ ΟΙ ΓΕΡΜΑΝΟΙ ΕΡΓΑΤΑΙ: [1019, 125, 1238, 140]
list-item: ΟΛΥΜΠΙΑ. Τήν Πέμπτην «Ρωμαίος καί Ίουλιέτα».: [331, 1005, 492, 1015]
lies-right-label: [1399, 236, 1522, 252]
list-item: —Σήμερον εις τό Δημοτικόν Θέατρον θά γίνηται η εκλογή τού 'Εργατικού Κέντρου.: [331, 751, 554, 770]
story-paragraph: [1019, 613, 1254, 670]
responsible-label: ΑΝΤΙΠΡΟΣΩΠΟΣ ΤΗΣ Κ.Ε. ( ΓΙΑΝ. ΕΥΡΑΤΤΟΥ: [116, 220, 283, 230]
section-head-italy-rhodes: Η ΙΤΑΛΙΑ ΕΓΚΑΤΑΛΕΙΠΕΙ ΤΗΝ ΡΟΔΟΝ: [1310, 590, 1480, 602]
sub-label: ΤΡΙΜΗΝΟΣ: [83, 151, 127, 162]
envoy-body: [1269, 314, 1521, 343]
story-paragraph: [1269, 187, 1521, 225]
story-text: — 'Η τρίτη κομμουνιστική Διε-θνής συνεχίζει τάς εργασίας της είς Μόσχαν. Συνεχίζεται η συζήτησις περί τής δεύτερης συνεδρίας τού συνεδρίου, ή οποία προχώρησε είς τήν ψηφοφορίαν τών θέσεων περί τού κομμουνιστικού κόμματος. Οι αντιπρόσωποι όλων τών χωρών διεβεβαίωσαν τούς συναδέλφους ότι ο αγών συνεχίζεται. Τά εθνικά κόμματα τής Δύσεως θά πρέπει να συμμετάσχουν είς τό κίνημα. Ο σύντροφος Λένιν εξεφώνησε λόγον περί τών νέων καθηκόντων τού προλεταριάτου, ο οποίος εκάλεσε τούς εργάτας όλων τών χωρών να ενωθούν. Ή συνεδρίασις έληξε μετά τήν εκλογήν τής εκτελεστικής επιτροπής, είς τήν οποίαν εξελέγησαν αντιπρόσωποι 30.000 εργατών και αγροτών. Τό συνέδριον αποφάσισε τήν σύγκλησιν νέας συνόδου το 1921. Ἡ κατάστασις τής Ρωσίας παραμένει σταθερά και ή κυβέρνησις συνεχίζει τό έργον της.: [569, 739, 769, 914]
list-item: ΙΔΙΚ. ΔΑΝΕΙΟΝ ΑΡΧ. ΧΡ. 60.090.: [83, 446, 190, 456]
bank-paragraph: Γνωστοποιεί ότι τόν εξ βίους τών Φαιδρών τοκομεριδίων ανωτέρω, εξελέγχθη τα φρέαρ καταγραφάς κατά τό δυνατόν, λαμβάν 15 καί 100 δραχμών έπί τής εκδόσεως καθ' ήν ή ένέργεια τών χρηματιστηρίων ειδικών και παρά τάς γνώσεις, οπόθεν εκπαιδεύομεν ένδιαλλακτικά νέων τής εκδόσεως μας, αλλαξάματα τούτων τούς καταβεβλημένους καλούς τής τής λαμβανομένων αυτής δια-γέλων.: [83, 304, 316, 361]
column-4: [777, 64, 1012, 2182]
section-head-poles: ΠΑΧΟΔΕΔΡΙΑ ΤΩΝ ΠΟΛΩΝΩΝ: [373, 571, 512, 583]
theatres-list: [331, 1006, 554, 1111]
section-head-polish-delegates-2: ΑΝΕΧΩΡΗΣΑΝ ΕΙΣ ΜΙΝΣΚ: [1078, 757, 1195, 769]
ad-title: Β. & Μ. ΜΕΞΗ: [131, 621, 268, 643]
sub-label: ΕΞΑΜΗΝΟΣ: [83, 140, 131, 151]
moscow-congress-body: [569, 739, 769, 915]
section-head-litvinov: ΑΝΑΛΟΓΕΙ ΤΟΥ ΛΙΤΒΙΝΟΦ: [1335, 174, 1455, 185]
goutaki-title: Ο ΕΜΠΟΡΙΚΟΣ ΟΙΚΟΣ ΓΟΥΤΑΚΗ: [126, 1009, 273, 1021]
ad-paragraph: 'Επετελούντα καθ' ξκάστην δι' το ιδία περιορισμένο ! Ν. ΓΑΒΑΛΑΔΙ τού γεωγραφικού είς εξήρωσα αποδείκνυε και τάς εκδόσεις 'Αποσοβαθεί τιμημένων διακρίσεις ότι τής εκβάσεις του 'Αθήνα.: [331, 1287, 554, 1316]
dateline: ΡΩΜΗ, 27 (Τηλ.): [1278, 488, 1336, 498]
theodoriadis-line1: Γυναικολόγος — Χειρουργός: [392, 1135, 493, 1146]
list-item: ΕΛΛ. ΔΑΝΕΙΟΝ ΑΡΧ. 20.000.000.—: [83, 522, 197, 532]
story-paragraph: [569, 211, 769, 310]
polish-delegates-body: [1019, 770, 1254, 799]
story-paragraph: [1019, 823, 1254, 852]
clinic-doctor: Ίατρού Γ. ΝΙΚΟΛΑΟΥ: [157, 788, 241, 799]
society-name: ΑΠ. Β. ΧΑΤΖΑΝΤΩΝΑΚΗΣ: [359, 1206, 526, 1221]
newspaper-sheet: [62, 38, 1542, 2188]
goutaki-paragraph: Διαθέτει εν Σταδίω 3ιθ καί Αθήναι μέ Επιλέξεως μέ νέας πεποιθέσιν φιλοδόξων οδών νεώτατος ειδώσεως. 'Ενδιαφέρον άνύπαρκτον τών άκρον ύπεραρίθμων 'Εμπορικόν τών οικίας, Μπανέτεραμε, κλασεις, καταστάσεις καί πλείστα άλλα. 'Εκπροσωρεύτην τελείων, διά καταστάσεις γάρ εντίμως χρησιμόν.: [83, 1022, 316, 1070]
story-text: Νέα διάψευσις τών ειδήσεων περί καταλήψεως τής Βαρσοβίας. 'Ο τύπος τών Παρισίων διαψεύδει ότι οι μπολσεβίκοι εισήλθον είς τήν πόλιν. Ο αγών συνεχίζεται μέ αμείωτον σφοδρότητα. Αι απώλειαι και τών δύο πλευρών είναι σοβαραί.: [1269, 252, 1521, 290]
balkan-split: [1269, 64, 1521, 163]
story-paragraph: [569, 739, 769, 915]
second-edition-body: [569, 569, 769, 657]
list-item: ώδη δι' ενεργειακής τής 'Αντι-: [83, 866, 174, 876]
story-paragraph: [331, 940, 554, 978]
dateline: ΡΩΜΗ, 27 (Τηλ.): [1028, 479, 1090, 489]
society-paragraph: Θεραπεύει τάς άδιαδεξίμους και τά καθυστερημένα των σωματικών νόσων. 'Εν Αθήναις οδός Σοφοκλέους 37. Τήν εκδίδεται καθ' ήμέραν και δεχθήτε τάς ημερομηνίες. Την ένθάδε καθ' ήν τά σκάθαι, σήμερα φινάλι 4—6 μ.μ. καί 3—5 μ.μ. 'Οδός Κάνιγγος άριθ. 11.: [331, 1220, 554, 1259]
story-paragraph: [331, 830, 554, 916]
list-item: 'Οδός Πατησίων 20. — Τηλέφ. 12-45: [83, 885, 196, 895]
romanians-body: [331, 940, 554, 978]
dateline: ΡΩΜΗ, 27 (Τηλ.): [1028, 822, 1091, 832]
lies-body: [1269, 252, 1521, 290]
clinic-lines: [83, 800, 316, 895]
beldam-lines: [83, 1257, 316, 1295]
dateline: ΡΩΜΗ, 27 (Τηλ.): [578, 569, 643, 579]
story-paragraph: [331, 371, 554, 470]
ad-theodoriadis[interactable]: [331, 1121, 554, 1179]
kolonia-line1: Φθάνοντα ελαχιστοφέρεται εις όλους: [139, 973, 260, 983]
bank-notice: [83, 259, 316, 588]
section-head-lie-left: ΨΕΜΑ: [1315, 239, 1345, 250]
subscriptions-table: [83, 129, 316, 163]
story-paragraph: [331, 584, 554, 628]
section-head-blockade-question: ΘΑ ΠΡΑΓΜΑΤΟΠΟΙΗΘΗ Ο ΑΠΟΚΛΕΙΣΜΟΣ;: [1040, 809, 1233, 821]
dateline: ΡΩΜΗ, 27 (Τηλ.): [1028, 252, 1102, 263]
beldam-signature: Α. ΔΕΝΑΞΑΣ & Σ^α: [136, 1295, 263, 1310]
stop-press-title: ΕΠΙ ΤΟΥ ΠΙΕΣΤΗΡΙΟΥ: [1312, 354, 1478, 417]
section-head-romania-neutral: Η ΡΟΥΜΑΝΙΑ ΟΥΔΕΤΕΡΑ: [612, 198, 726, 209]
list-item: ΜΑΡΚΗΣ ΠΑΡΑΚΑΛΩΘΙΚΗ: [83, 1285, 175, 1295]
list-item: Τιμαί εργοστασίου. 'Εκλεκτά-: [83, 1257, 173, 1267]
story-paragraph: [1269, 314, 1521, 343]
office-line: Γραφεία: όδος Πειραιώς 24. Άρ. τηλ. 8—38: [129, 163, 270, 173]
story-text: — 'Ηρχισεν χθές έναυθα αί έργα-σίαι τού συνεδρίου διά τήν κήρυ-ξιν ενιαίου κομμουνιστικού κόμματος. Προσκεκλήθησαν άπαντα τά σοσιαλιστικά σωματεία τής χώρας. Παρευρίσκονται αντιπρόσωποι τών Σοβιέτ. Η συζήτησις εστράφη κατά τήν πρώτην ήμέραν έπι τού ζητήματος τής συμμετοχής είς τάς βουλευτικάς εκλογάς. Οι δύο τάσεις συνεκρούσθησαν, αλλά τελικώς επεκράτησεν ή άποψις τής συμμετοχής. Επίσης απεφασίσθη ή προσχώρησις είς τήν Τρίτην Διεθνή.: [1019, 353, 1254, 441]
section-head-prohibition: ΜΙΑ ΑΠΑΓΟΡΕΥΣΙΣ: [1093, 537, 1180, 549]
kolonia-price: 8 ΔΡΑΧΜΑΣ Η ΟΚΑ: [160, 934, 239, 945]
list-item: ΚΟΤΟΠΟΥΛΗ. «Αι Άγαπες».: [331, 1015, 424, 1025]
story-text: Τηλεγραφούν εκ Σοφίας, ότι άξιο έπα-νεισοδεν έκ Χάρκοφ επί στρο-υς τούς Πολωνούς, μεταξύ τής Πολω-νίας τούτων καί τήν ήδη πολλάς κυβερνητικών προσώπων πιέσεν τών Πόλωνων το πράξεως νεώσω.: [331, 584, 554, 628]
dateline: ΡΩΜΗ, 27 (Τηλ.): [340, 584, 408, 595]
section-head-soviet-brest: ΣΟΒΙΕΤΙΚΗ ΚΥΒΕΡΝΗΣΙΣ ΣΤΟ ΒΡΕΣΤ: [1051, 681, 1222, 693]
ad-therapies-body: [331, 1341, 554, 1389]
story-text: — Ή 'Στρατιωτική υποδοχή αποδεκατίζει επιτυχίας τού Λένιν εξ είδησιν του γαλλικού και ή Μπολσεβικής Ξέπη. 'Ο κοινός γνωρίζει αι το 'Λενίν ενώσα στάλθη στρατιωτική σέ σεν διατάγματα η Κάππι, ότι μέ τά στήν Υπερκοσμήσεις και ώνασιν ότι κατά τό τής προσφοράς τού Ρουσσέλου, πού ή Λένιν θα παράδοση πρόσα ανησυχίαν πρό το ταί τής Πολωνίας τήν Πολωνίαν τήν θά Οι δεν της θρησκευτικό είσθε και τήν ειδική θραύσουν, τής δέ εξεταστικής διά τού Γερμανίας καί της δε πραγματή διά κανονική όμως λέξεις και το στρατιωτικό προσέλευσις τήν: [331, 830, 555, 916]
list-item: 2 1)2 ο)ο 1901: [83, 503, 129, 513]
section-head-balkan-1: Η ΒΑΛΚΑΝΙΚΗ: [1361, 67, 1429, 78]
list-item: Τοκομεριδίων (ετ' άριθ. 68 λήξ. 18.11 Ί ιανουλίου 1920 ............ δρχ. 6.52.—: [83, 474, 315, 484]
arms-body: [331, 494, 554, 560]
continued-text-top: [569, 64, 769, 130]
if-lenin-refuses-body: [1019, 613, 1254, 670]
ad-606-body: [331, 1288, 554, 1317]
section-head-london-congress: ΣΥΝΕΔΡΙΟΝ ΤΟΥ ΑΓΓΛΙΚΟΥ ΚΟΜΜΟΥΝΙΣΤΙΚΟΥ ΚΟΜΜΑΤΟΣ ΕΝ ΛΟΝΔΙΝΩ: [1029, 329, 1244, 352]
declaration-title: ΔΗΛΩΣΙΣ: [178, 1094, 221, 1106]
list-item: 2 1)2 ο)ο 1912: [83, 531, 129, 541]
ad-line: Πρός τούς φίλους μας πελάτας: [144, 643, 255, 654]
story-text: — 'Αγγέλλεται έκ Βουκουρεστίου ότι διά τα συνδικάτα τούς περί τής Ρουμανίας έχουν τήν 2ην Μαίου αποφασίσει νά ρίξουν εναντίον όλων τών 'Εργατών καί την υπέρ τής Ρωσίας μοναρχικής εκστρατείας.: [331, 939, 554, 978]
